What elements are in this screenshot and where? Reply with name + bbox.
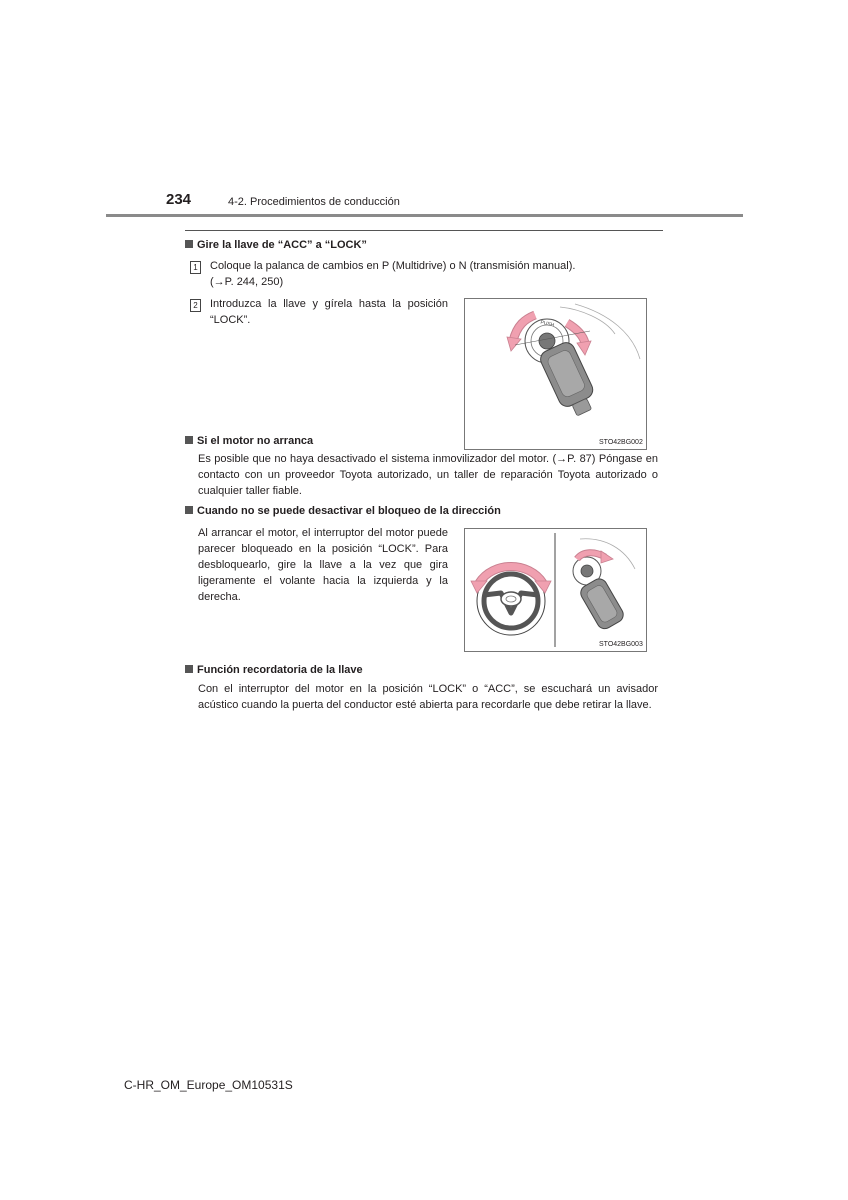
figure-key-turn <box>464 298 647 450</box>
heading-no-start <box>185 435 313 447</box>
step-1-line-1: Coloque la palanca de cambios en P (Multidrive) o N (transmisión manual). <box>210 260 576 272</box>
no-start-text: Es posible que no haya desactivado el sistema inmovilizador del motor. (→P. 87) Póngase en contacto con un proveedor Toyota autorizado, un taller de reparación Toyota autorizado o cualquier taller fiable. <box>198 453 658 497</box>
figure-steering-unlock <box>464 528 647 652</box>
square-bullet-icon <box>185 665 193 673</box>
key-slot-icon <box>539 333 555 349</box>
key-fob-icon <box>538 340 601 420</box>
square-bullet-icon <box>185 240 193 248</box>
header-rule <box>106 214 743 217</box>
figure-id-2: STO42BG003 <box>599 641 643 648</box>
steering-unlock-illustration <box>465 529 646 651</box>
heading-no-start-text: Si el motor no arranca <box>197 435 314 447</box>
footer-code: C-HR_OM_Europe_OM10531S <box>124 1078 293 1092</box>
key-slot-icon-2 <box>581 565 593 577</box>
step-1-text <box>210 258 670 290</box>
square-bullet-icon <box>185 436 193 444</box>
step-number-1: 1 <box>190 261 201 274</box>
heading-acc-lock <box>185 239 367 251</box>
key-turn-arrowhead-icon <box>601 551 613 563</box>
heading-reminder <box>185 664 363 676</box>
step-number-2: 2 <box>190 299 201 312</box>
reminder-text: Con el interruptor del motor en la posición “LOCK” o “ACC”, se escuchará un avisador acústico cuando la puerta del conductor esté abierta para recordarle que debe retirar la llave. <box>198 683 658 711</box>
step-1-line-2: (→P. 244, 250) <box>210 276 284 288</box>
square-bullet-icon <box>185 506 193 514</box>
key-turn-illustration <box>465 299 646 449</box>
push-label: PUSH <box>539 319 555 329</box>
page-number: 234 <box>166 191 192 208</box>
step-2-text: Introduzca la llave y gírela hasta la posición “LOCK”. <box>210 298 448 326</box>
heading-steering-lock <box>185 505 501 517</box>
turn-right-arrowhead-icon <box>577 341 591 355</box>
section-title: 4-2. Procedimientos de conducción <box>228 196 400 208</box>
panel-contour-line <box>560 307 615 334</box>
heading-acc-lock-text: Gire la llave de “ACC” a “LOCK” <box>197 239 367 251</box>
steering-lock-text: Al arrancar el motor, el interruptor del motor puede parecer bloqueado en la posición “LOCK”. Para desbloquearlo, gire la llave a la vez que gira ligeramente el volante hacia la izquierda y la derecha. <box>198 527 448 603</box>
turn-right-arrow-fill <box>567 323 585 343</box>
content-top-rule <box>185 230 663 231</box>
heading-steering-lock-text: Cuando no se puede desactivar el bloqueo de la dirección <box>197 505 501 517</box>
figure-id-1: STO42BG002 <box>599 439 643 446</box>
heading-reminder-text: Función recordatoria de la llave <box>197 664 363 676</box>
